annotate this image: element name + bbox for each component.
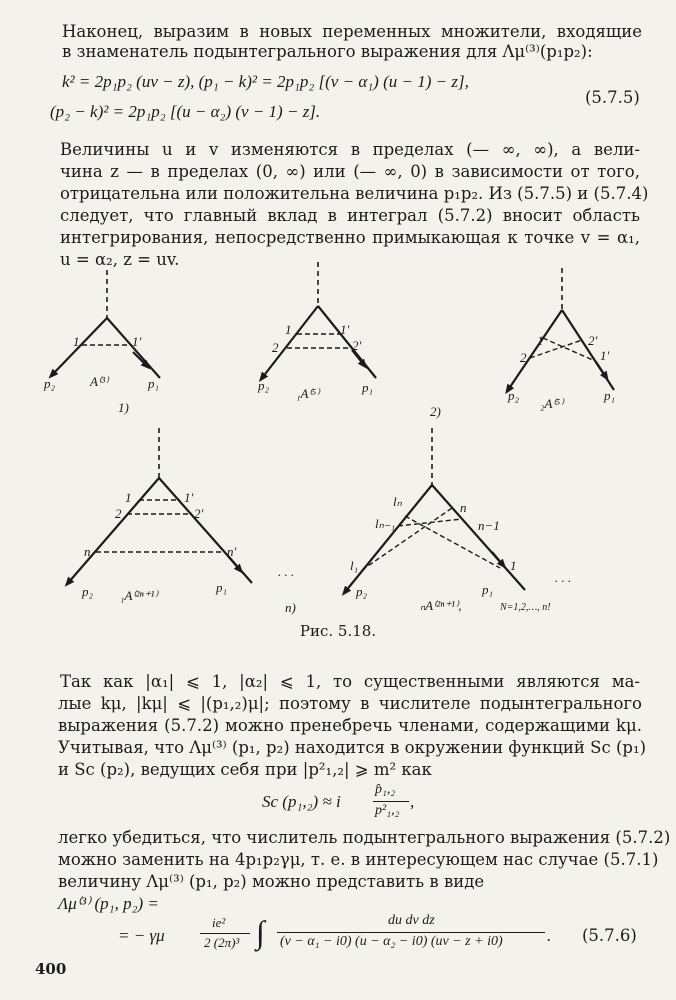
d1-p2-label: p₂ (44, 376, 56, 391)
diagram-4-vertex (68, 428, 252, 583)
d5-label: n (460, 500, 467, 515)
d2-label: 1 (285, 322, 292, 337)
d2-p2-label: p₂ (258, 378, 270, 393)
d4-label: n (84, 544, 91, 559)
sc-formula-denominator: p²₁,₂ (375, 803, 400, 818)
sc-formula-tail: , (410, 792, 415, 811)
d1-name-label: A⁽³⁾ (90, 374, 109, 389)
d4-label: 2′ (194, 506, 204, 521)
d5-p2-label: p₂ (356, 584, 368, 599)
coefficient-numerator: ie² (212, 915, 226, 930)
paragraph-line: лые kμ, |kμ| ⩽ |(p₁,₂)μ|; поэтому в числителе подынтегрального (58, 694, 642, 713)
coefficient-denominator: 2 (2π)³ (204, 935, 240, 950)
d5-label: lₙ (393, 494, 402, 509)
d3-label: 1′ (600, 348, 610, 363)
d4-name-label: ₁A⁽²ⁿ⁺¹⁾ (120, 588, 158, 603)
equation-number: (5.7.5) (585, 88, 640, 107)
paragraph-line: u = α₂, z = uv. (60, 250, 180, 269)
d4-p1-label: p₁ (216, 580, 228, 595)
d3-label: 1 (537, 333, 544, 348)
d2-name-label: ₁A⁽⁵⁾ (296, 386, 320, 401)
paragraph-line: величину Λμ⁽³⁾ (p₁, p₂) можно представить в виде (58, 872, 485, 891)
paragraph-line: Так как |α₁| ⩽ 1, |α₂| ⩽ 1, то существенными являются ма- (60, 672, 640, 691)
d4-label: 2 (115, 506, 122, 521)
paragraph-line: легко убедиться, что числитель подынтегрального выражения (5.7.2) (58, 828, 671, 847)
paragraph-line: Учитывая, что Λμ⁽³⁾ (p₁, p₂) находится в окружении функций Sc (p₁) (58, 738, 647, 757)
paragraph-line: чина z — в пределах (0, ∞) или (— ∞, 0) в зависимости от того, (60, 162, 640, 181)
equation-5-7-6-lead: = − γμ (118, 926, 165, 945)
d4-label: 1 (125, 490, 132, 505)
paragraph-line: отрицательна или положительна величина p₁p₂. Из (5.7.5) и (5.7.4) (60, 184, 649, 203)
paragraph-line: в знаменатель подынтегрального выражения для Λμ⁽³⁾(p₁p₂): (62, 42, 593, 61)
equation-5-7-5-line2: (p₂ − k)² = 2p₁p₂ [(u − α₂) (v − 1) − z]. (50, 102, 321, 121)
fraction-bar (277, 932, 545, 933)
diagram-1-vertex (52, 270, 160, 378)
paragraph-line: и Sc (p₂), ведущих себя при |p²₁,₂| ⩾ m² как (58, 760, 432, 779)
d5-label: lₙ₋₁ (375, 516, 396, 531)
d2-p1-label: p₁ (362, 380, 374, 395)
equation-5-7-5-line1: k² = 2p₁p₂ (uv − z), (p₁ − k)² = 2p₁p₂ [(v − α₁) (u − 1) − z], (62, 72, 469, 91)
equation-5-7-6-tail: . (547, 926, 552, 945)
d5-name-label: ₙA⁽²ⁿ⁺¹⁾, (420, 598, 462, 613)
equation-number: (5.7.6) (582, 926, 637, 945)
diagram-3-vertex (508, 268, 614, 390)
d3-p2-label: p₂ (508, 388, 520, 403)
integral-sign: ∫ (256, 914, 265, 950)
integrand-denominator: (v − α₁ − i0) (u − α₂ − i0) (uv − z + i0) (280, 934, 503, 949)
d1-left-label: 1 (73, 334, 80, 349)
sc-formula-lhs: Sc (p₁,₂) ≈ i (262, 792, 341, 811)
d1-group-label: 1) (118, 400, 129, 415)
paragraph-line: Величины u и v изменяются в пределах (— ∞, ∞), а вели- (60, 140, 640, 159)
diagram-5-vertex (345, 428, 525, 592)
ellipsis-right: . . . (555, 570, 572, 585)
d4-label: n′ (227, 544, 237, 559)
integrand-numerator: du dv dz (388, 913, 435, 928)
d5-range-label: N=1,2,…, n! (500, 602, 551, 613)
paragraph-line: выражения (5.7.2) можно пренебречь членами, содержащими kμ. (58, 716, 642, 735)
page-number: 400 (35, 960, 67, 978)
d1-right-label: 1′ (132, 334, 142, 349)
d3-name-label: ₂A⁽⁵⁾ (540, 396, 564, 411)
d2-group-label: 2) (430, 404, 441, 419)
sc-formula-numerator: p̂₁,₂ (375, 782, 396, 797)
paragraph-line: можно заменить на 4p₁p₂γμ, т. е. в интересующем нас случае (5.7.1) (58, 850, 659, 869)
group-n-label: n) (285, 600, 296, 615)
d4-p2-label: p₂ (82, 584, 94, 599)
d5-label: 1 (510, 558, 517, 573)
diagram-2-vertex (262, 262, 376, 378)
paragraph-line: Наконец, выразим в новых переменных множители, входящие (62, 22, 642, 41)
d5-p1-label: p₁ (482, 582, 494, 597)
d2-label: 2 (272, 340, 279, 355)
d5-label: l₁ (350, 558, 359, 573)
fraction-bar (200, 933, 250, 934)
d2-label: 2′ (352, 338, 362, 353)
d3-label: 2′ (588, 333, 598, 348)
ellipsis-middle: . . . (278, 564, 295, 579)
d4-label: 1′ (184, 490, 194, 505)
d2-label: 1′ (340, 322, 350, 337)
d3-label: 2 (520, 350, 527, 365)
paragraph-line: следует, что главный вклад в интеграл (5.7.2) вносит область (60, 206, 640, 225)
fraction-bar (373, 801, 409, 802)
figure-caption: Рис. 5.18. (299, 622, 377, 640)
d1-p1-label: p₁ (148, 376, 160, 391)
equation-5-7-6-lhs: Λμ⁽³⁾ (p₁, p₂) = (58, 894, 159, 913)
d3-p1-label: p₁ (604, 388, 616, 403)
paragraph-line: интегрирования, непосредственно примыкающая к точке v = α₁, (60, 228, 640, 247)
d5-label: n−1 (478, 518, 500, 533)
